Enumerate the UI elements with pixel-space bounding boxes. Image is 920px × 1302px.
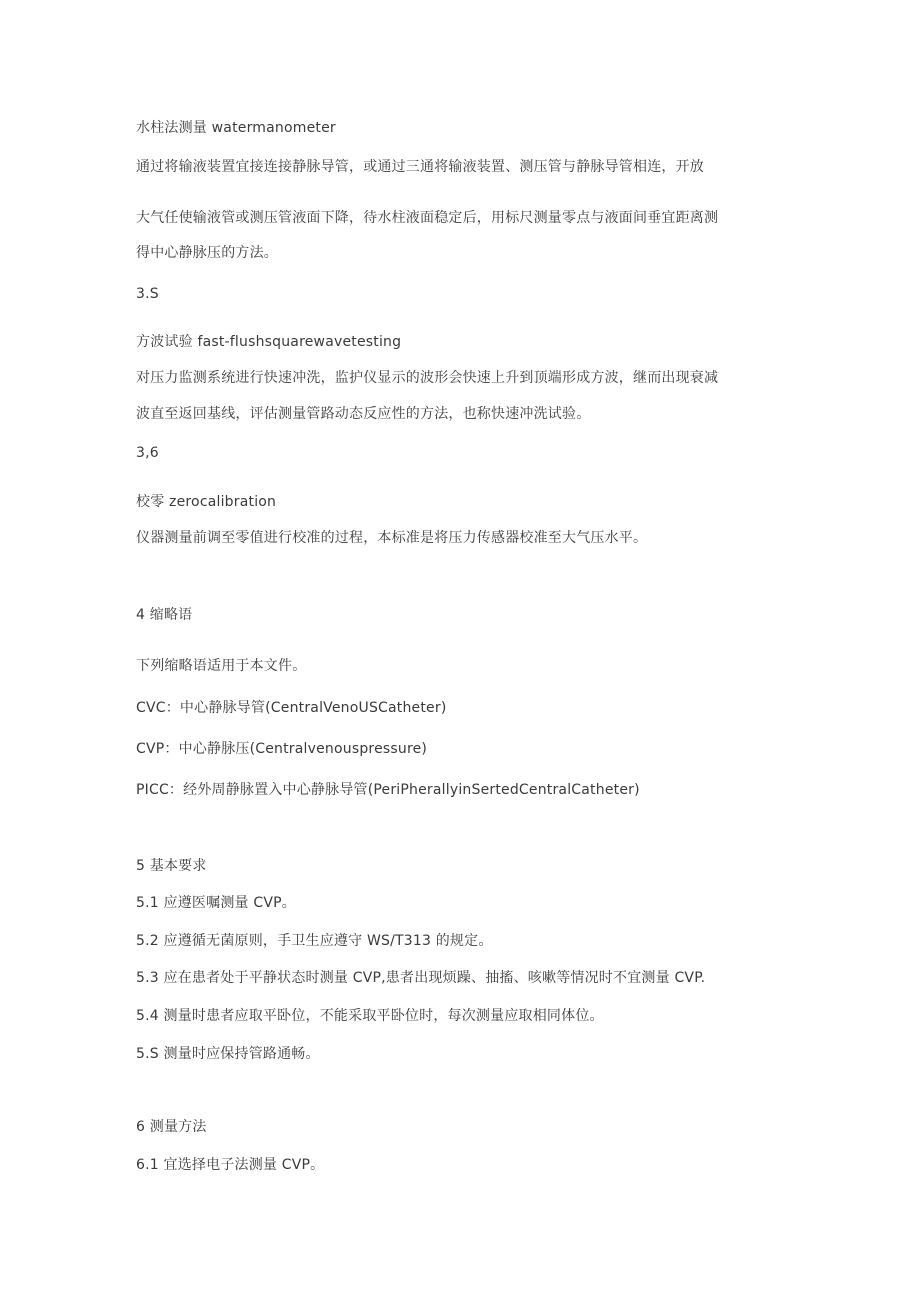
definition-text: 仪器测量前调至零值进行校准的过程，本标准是将压力传感器校准至大气压水平。 <box>136 530 648 546</box>
requirement-item: 5.S 测量时应保持管路通畅。 <box>136 1046 320 1062</box>
section-heading-measurement-methods: 6 测量方法 <box>136 1119 207 1135</box>
section-heading-abbreviations: 4 缩略语 <box>136 607 193 623</box>
definition-text: 通过将输液装置宜接连接静脉导管，或通过三通将输液装置、测压管与静脉导管相连，开放 <box>136 159 704 175</box>
requirement-item: 5.4 测量时患者应取平卧位，不能采取平卧位时，每次测量应取相同体位。 <box>136 1008 604 1024</box>
section-number: 3.S <box>136 286 159 302</box>
abbreviation-item: CVP：中心静脉压(Centralvenouspressure) <box>136 741 428 757</box>
requirement-item: 5.3 应在患者处于平静状态时测量 CVP,患者出现烦躁、抽搐、咳嗽等情况时不宜测量 CVP. <box>136 970 706 986</box>
definition-text: 对压力监测系统进行快速冲洗，监护仪显示的波形会快速上升到顶端形成方波，继而出现衰减 <box>136 370 719 386</box>
definition-text: 大气任使输液管或测压管液面下降，待水柱液面稳定后，用标尺测量零点与液面间垂宜距离测 <box>136 210 719 226</box>
method-item: 6.1 宜选择电子法测量 CVP。 <box>136 1157 325 1173</box>
paragraph-text: 下列缩略语适用于本文件。 <box>136 658 307 674</box>
term-heading-square-wave: 方波试验 fast-flushsquarewavetesting <box>136 334 402 350</box>
section-number: 3,6 <box>136 445 159 461</box>
abbreviation-item: CVC：中心静脉导管(CentralVenoUSCatheter) <box>136 700 447 716</box>
requirement-item: 5.1 应遵医嘱测量 CVP。 <box>136 895 296 911</box>
definition-text: 波直至返回基线，评估测量管路动态反应性的方法，也称快速冲洗试验。 <box>136 406 591 422</box>
definition-text: 得中心静脉压的方法。 <box>136 245 278 261</box>
term-heading-watermanometer: 水柱法测量 watermanometer <box>136 120 336 136</box>
term-heading-zero-calibration: 校零 zerocalibration <box>136 494 277 510</box>
abbreviation-item: PICC：经外周静脉置入中心静脉导管(PeriPherallyinSertedCentralCatheter) <box>136 782 640 798</box>
requirement-item: 5.2 应遵循无菌原则，手卫生应遵守 WS/T313 的规定。 <box>136 933 493 949</box>
section-heading-basic-requirements: 5 基本要求 <box>136 858 207 874</box>
